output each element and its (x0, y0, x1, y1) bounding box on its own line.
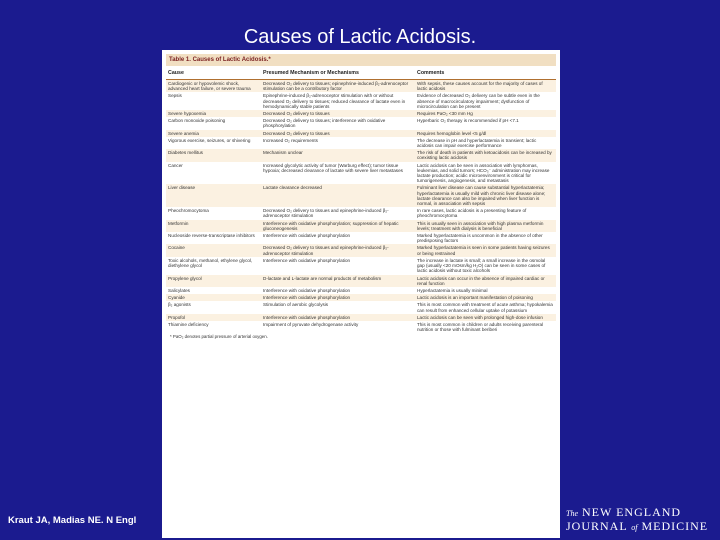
table-row (166, 220, 556, 232)
cell-comment: Requires PaO₂ <30 mm Hg (417, 111, 473, 117)
cell-mechanism: Interference with oxidative phosphorylation (263, 233, 351, 239)
cell-cause: Salicylates (168, 287, 190, 293)
cell-cause: Vigorous exercise, seizures, or shivering (168, 137, 251, 143)
cell-comment: Hyperbaric O₂ therapy is recommended if pH <7.1 (417, 118, 519, 124)
table-row (166, 110, 556, 117)
table-row (166, 92, 556, 110)
table-row (166, 244, 556, 256)
cell-comment: Fulminant liver disease can cause substantial hyperlactatemia; hyperlactatemia is usually mild with chronic liver disease alone; lactate clearance can also be impaired when liver function is normal, in association with sepsis (417, 185, 546, 207)
cell-mechanism: Decreased O₂ delivery to tissues (263, 130, 330, 136)
cell-comment: Lactic acidosis is an important manifestation of poisoning (417, 295, 533, 301)
cell-comment: Lactic acidosis can be seen in association with lymphomas, leukemias, and solid tumors; HCO₃⁻ administration may increase lactate production; acidic microenvironment is critical for tumorigenesis, angiogenesis, and metastasis (417, 162, 550, 184)
cell-cause: Severe hypoxemia (168, 111, 207, 117)
cell-mechanism: Decreased O₂ delivery to tissues (263, 111, 330, 117)
cell-mechanism: Impairment of pyruvate dehydrogenase activity (263, 321, 359, 327)
cell-mechanism: Stimulation of aerobic glycolysis (263, 302, 329, 308)
cell-cause: Metformin (168, 220, 189, 226)
table-row (166, 162, 556, 185)
table-row (166, 287, 556, 294)
cell-comment: The decrease in pH and hyperlactatemia is transient; lactic acidosis can impair exercise performance (417, 137, 537, 149)
header-comments: Comments (417, 70, 445, 76)
cell-comment: Lactic acidosis can occur in the absence of impaired cardiac or renal function (417, 275, 545, 286)
cell-comment: The risk of death in patients with ketoacidosis can be increased by coexisting lactic acidosis (417, 150, 552, 161)
journal-logo (566, 506, 716, 534)
cell-mechanism: Interference with oxidative phosphorylation (263, 257, 351, 263)
logo-of: of (631, 523, 638, 532)
cell-comment: Requires hemoglobin level <5 g/dl (417, 130, 487, 136)
slide-title: Causes of Lactic Acidosis. (243, 26, 477, 48)
cell-mechanism: Lactate clearance decreased (263, 185, 322, 191)
cell-cause: Sepsis (168, 93, 182, 99)
cell-comment: Evidence of decreased O₂ delivery can be subtle even in the absence of macrocirculatory impairment; dysfunction of microcirculation can be present (417, 93, 540, 109)
cell-mechanism: Interference with oxidative phosphorylation (263, 314, 351, 320)
table-footnote: * PaO₂ denotes partial pressure of arterial oxygen. (170, 334, 268, 340)
cell-mechanism: Epinephrine-induced β₂-adrenoceptor stimulation with or without decreased O₂ delivery to tissues; reduced clearance of lactate even in hemodynamically stable patients (263, 93, 406, 109)
cell-cause: Cyanide (168, 295, 185, 301)
cell-mechanism: Mechanism unclear (263, 150, 303, 156)
logo-journal: JOURNAL (566, 519, 628, 533)
cell-cause: Toxic alcohols, methanol, ethylene glycol, diethylene glycol (168, 257, 253, 269)
cell-mechanism: Decreased O₂ delivery to tissues and epinephrine-induced β₂-adrenoceptor stimulation (263, 245, 389, 256)
table-row (166, 149, 556, 161)
header-cause: Cause (168, 70, 184, 76)
cell-comment: This is most common in children or adults receiving parenteral nutrition or those with fulminant beriberi (417, 321, 544, 333)
cell-cause: Nucleoside reverse-transcriptase inhibitors (168, 233, 255, 239)
causes-table-image (162, 50, 560, 538)
table-row (166, 117, 556, 129)
cell-comment: Marked hyperlactatemia is uncommon in the absence of other predisposing factors (417, 233, 543, 244)
table-row (166, 275, 556, 287)
cell-comment: This is most common with treatment of acute asthma; hypokalemia can result from enhanced cellular uptake of potassium (417, 302, 553, 313)
table-caption: Table 1. Causes of Lactic Acidosis.* (166, 54, 556, 66)
logo-new-england: NEW ENGLAND (582, 505, 682, 519)
cell-comment: Marked hyperlactatemia is seen in some patients having seizures or being restrained (417, 245, 550, 256)
cell-mechanism: D-lactate and L-lactate are normal products of metabolism (263, 275, 382, 281)
table-row (166, 314, 556, 321)
logo-medicine: MEDICINE (641, 519, 709, 533)
table-row (166, 130, 556, 137)
cell-comment: This is usually seen in association with high plasma metformin levels; treatment with dialysis is beneficial (417, 220, 544, 231)
cell-mechanism: Interference with oxidative phosphorylation; suppression of hepatic gluconeogenesis (263, 220, 399, 231)
cell-mechanism: Interference with oxidative phosphorylation (263, 287, 351, 293)
cell-cause: Severe anemia (168, 130, 199, 136)
table-row (166, 207, 556, 219)
table-header-row (166, 69, 556, 80)
citation: Kraut JA, Madias NE. N Engl (8, 515, 137, 526)
cell-cause: Cancer (168, 162, 183, 168)
cell-comment: With sepsis, these causes account for the majority of cases of lactic acidosis (417, 81, 543, 92)
table-row (166, 257, 556, 275)
cell-cause: β₂ agonists (168, 302, 191, 308)
table-row (166, 321, 556, 333)
cell-cause: Pheochromocytoma (168, 208, 209, 214)
cell-comment: The increase in lactate is small; a small increase in the osmolal gap (usually <20 mOsm/kg H₂O) can be seen in some cases of lactic acidosis without toxic alcohols (417, 257, 546, 274)
cell-cause: Cocaine (168, 245, 185, 251)
logo-the: The (566, 509, 578, 518)
table-row (166, 232, 556, 244)
cell-mechanism: Decreased O₂ delivery to tissues and epinephrine-induced β₂-adrenoceptor stimulation (263, 208, 389, 219)
table-row (166, 301, 556, 313)
cell-mechanism: Increased glycolytic activity of tumor (Warburg effect); tumor tissue hypoxia; decreased clearance of lactate with severe liver metastases (263, 162, 403, 173)
table-row (166, 184, 556, 207)
cell-cause: Liver disease (168, 185, 196, 191)
cell-mechanism: Decreased O₂ delivery to tissues; epinephrine-induced β₂-adrenoceptor stimulation can be a contributory factor (263, 81, 409, 92)
table-row (166, 294, 556, 301)
cell-comment: Hyperlactatemia is usually minimal (417, 287, 488, 293)
cell-cause: Propofol (168, 314, 186, 320)
cell-mechanism: Interference with oxidative phosphorylation (263, 295, 351, 301)
cell-comment: In rare cases, lactic acidosis is a presenting feature of pheochromocytoma (417, 208, 527, 219)
cell-cause: Carbon monoxide poisoning (168, 118, 226, 124)
cell-cause: Thiamine deficiency (168, 321, 209, 327)
cell-cause: Propylene glycol (168, 275, 202, 281)
table-body (166, 80, 556, 333)
cell-cause: Cardiogenic or hypovolemic shock, advanced heart failure, or severe trauma (168, 81, 251, 92)
cell-mechanism: Decreased O₂ delivery to tissues; interference with oxidative phosphorylation (263, 118, 386, 129)
cell-comment: Lactic acidosis can be seen with prolonged high-dose infusion (417, 314, 543, 320)
header-mechanism: Presumed Mechanism or Mechanisms (263, 70, 359, 76)
table-row (166, 137, 556, 149)
table-row (166, 80, 556, 92)
cell-mechanism: Increased O₂ requirements (263, 137, 318, 143)
cell-cause: Diabetes mellitus (168, 150, 203, 156)
